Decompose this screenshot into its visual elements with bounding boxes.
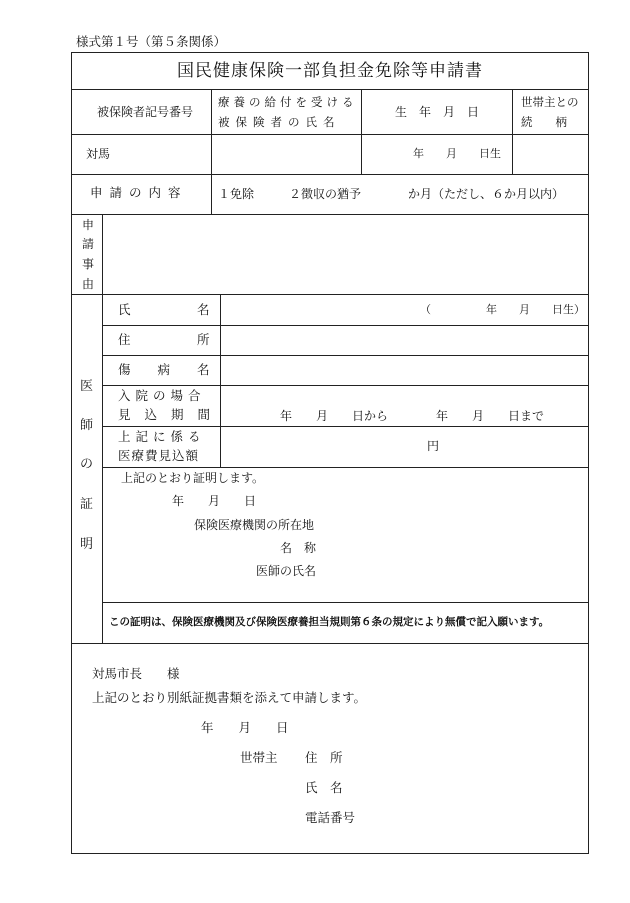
hospitalization-period: 年 月 日から 年 月 日まで — [280, 409, 545, 423]
divider — [102, 385, 589, 386]
application-statement: 上記のとおり別紙証拠書類を添えて申請します。 — [92, 690, 367, 705]
applicant-name-label: 氏 名 — [305, 780, 343, 795]
institution-name-label: 名 称 — [280, 541, 317, 555]
applicant-phone-label: 電話番号 — [305, 810, 356, 825]
form-title: 国民健康保険一部負担金免除等申請書 — [177, 61, 483, 81]
divider — [71, 174, 589, 175]
hospitalization-label-line2: 見込期間 — [118, 407, 225, 422]
doctor-side-char: 明 — [80, 537, 94, 552]
insured-number-label: 被保険者記号番号 — [97, 105, 194, 119]
divider — [102, 214, 103, 643]
divider — [361, 89, 362, 174]
divider — [102, 355, 589, 356]
recipient-label-line1: 療養の給付を受ける — [218, 95, 358, 109]
certify-text: 上記のとおり証明します。 — [121, 471, 265, 485]
content-label: 申請の内容 — [90, 185, 188, 200]
yen-unit: 円 — [427, 439, 440, 453]
patient-address-label-a: 住 — [118, 332, 131, 347]
divider — [102, 325, 589, 326]
reason-char: 請 — [82, 237, 95, 251]
cost-label-line2: 医療費見込額 — [118, 448, 200, 463]
divider — [102, 602, 589, 603]
doctor-name-label: 医師の氏名 — [256, 564, 317, 578]
recipient-label-line2: 被保険者の氏名 — [218, 115, 341, 129]
divider — [71, 134, 589, 135]
addressee: 対馬市長 様 — [92, 666, 180, 681]
institution-location-label: 保険医療機関の所在地 — [194, 518, 315, 532]
option-exemption: １免除 — [218, 187, 255, 201]
applicant-address-label: 住 所 — [305, 750, 343, 765]
divider — [102, 426, 589, 427]
doctor-side-char: 証 — [80, 497, 94, 512]
application-date: 年 月 日 — [201, 720, 289, 735]
form-number: 様式第１号（第５条関係） — [76, 34, 227, 49]
head-of-household-label: 世帯主 — [240, 750, 278, 765]
divider — [71, 294, 589, 295]
divider — [211, 89, 212, 174]
doctor-side-char: 医 — [80, 379, 94, 394]
certify-date: 年 月 日 — [172, 494, 257, 508]
cost-label-line1: 上記に係る — [118, 429, 206, 444]
relation-label-line1: 世帯主との — [521, 95, 579, 109]
free-of-charge-note: この証明は、保険医療機関及び保険医療養担当規則第６条の規定により無償で記入願います。 — [109, 616, 550, 628]
months-limit: か月（ただし、６か月以内） — [408, 187, 565, 201]
doctor-side-char: の — [80, 457, 94, 472]
patient-birth-field: （ 年 月 日生） — [420, 303, 585, 316]
insured-number-prefix: 対馬 — [86, 147, 111, 161]
disease-label: 傷病名 — [118, 362, 237, 377]
divider — [211, 174, 212, 214]
reason-char: 事 — [82, 257, 95, 271]
patient-name-label-b: 名 — [197, 302, 210, 317]
option-deferral: ２徴収の猶予 — [289, 187, 362, 201]
birth-date-label: 生 年 月 日 — [395, 105, 480, 119]
divider — [512, 89, 513, 174]
divider — [71, 214, 589, 215]
reason-char: 由 — [82, 277, 95, 291]
divider — [102, 467, 589, 468]
patient-name-label-a: 氏 — [118, 302, 131, 317]
hospitalization-label-line1: 入院の場合 — [118, 388, 206, 403]
divider — [220, 294, 221, 467]
doctor-side-char: 師 — [80, 418, 94, 433]
birth-date-field: 年 月 日生 — [413, 147, 501, 160]
relation-label-line2: 続 柄 — [521, 115, 567, 129]
reason-char: 申 — [82, 218, 95, 232]
divider — [71, 643, 589, 644]
patient-address-label-b: 所 — [197, 332, 210, 347]
